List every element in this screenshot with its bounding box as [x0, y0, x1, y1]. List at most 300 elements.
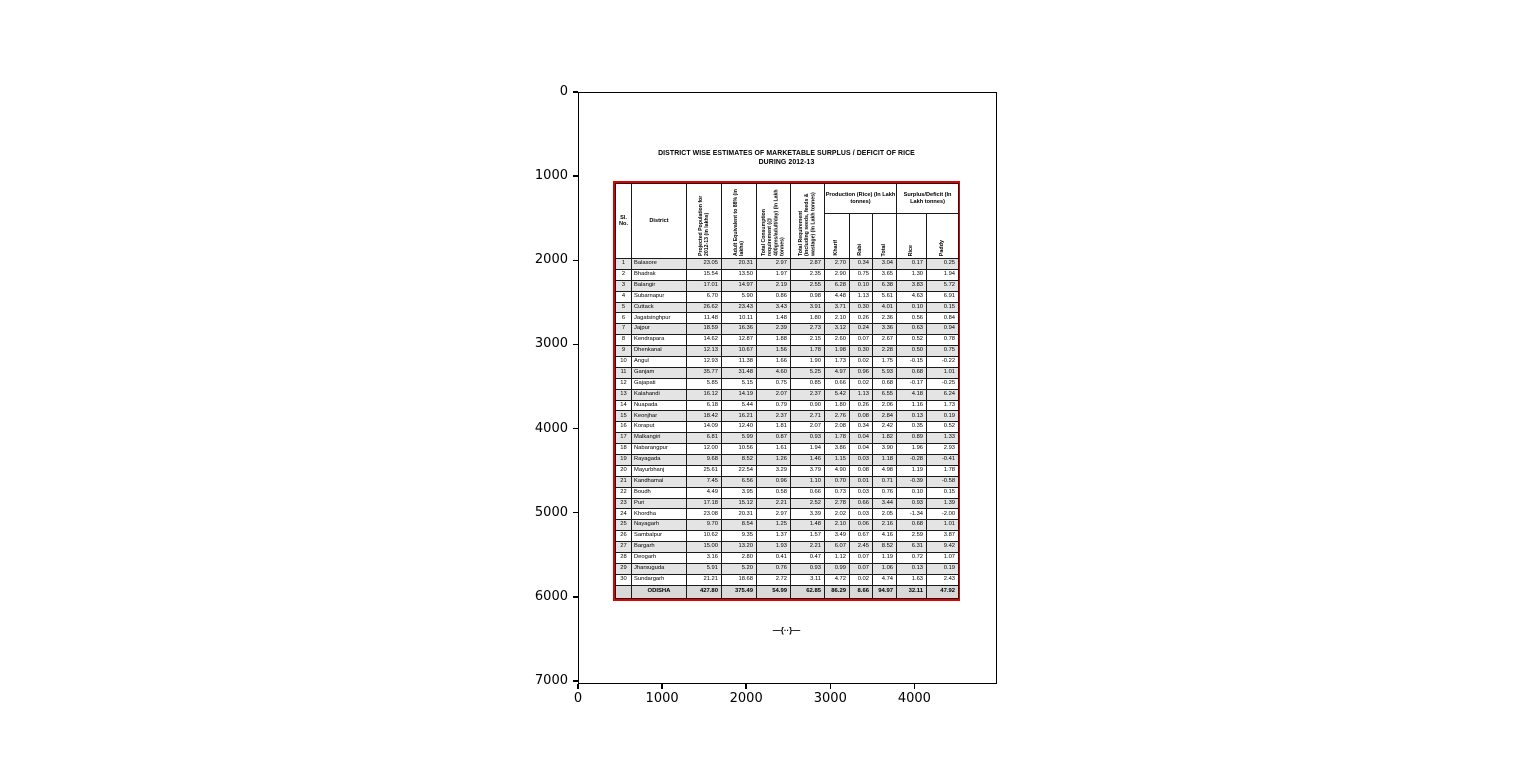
- cell-population: 5.85: [687, 378, 722, 389]
- cell-rabi: 0.07: [850, 335, 873, 346]
- col-header-projected-population-label: Projected Population for 2012-13 (in lakhs): [697, 195, 710, 256]
- cell-rabi: 0.34: [850, 422, 873, 433]
- cell-requirement: 0.93: [791, 433, 825, 444]
- cell-rabi: 0.04: [850, 444, 873, 455]
- cell-requirement: 2.37: [791, 389, 825, 400]
- cell-rabi: 0.01: [850, 476, 873, 487]
- cell-total-production: 4.98: [873, 465, 897, 476]
- cell-rabi: 0.04: [850, 433, 873, 444]
- cell-rabi: 0.02: [850, 574, 873, 585]
- cell-consumption: 0.75: [757, 378, 791, 389]
- cell-paddy-surplus: 1.73: [927, 400, 959, 411]
- cell-sl-no: 10: [616, 357, 632, 368]
- cell-rice-surplus: 0.13: [897, 563, 927, 574]
- cell-requirement: 2.35: [791, 269, 825, 280]
- cell-requirement: 1.94: [791, 444, 825, 455]
- cell-district: Deogarh: [632, 553, 687, 564]
- cell-district: Boudh: [632, 487, 687, 498]
- cell-population: 9.70: [687, 520, 722, 531]
- cell-sl-no: 30: [616, 574, 632, 585]
- cell-consumption: 1.26: [757, 455, 791, 466]
- cell-total-production: 2.67: [873, 335, 897, 346]
- x-tick-mark: [745, 684, 747, 689]
- cell-district: Mayurbhanj: [632, 465, 687, 476]
- cell-rice-surplus: 1.19: [897, 465, 927, 476]
- cell-rabi: 0.06: [850, 520, 873, 531]
- cell-total-production: 4.74: [873, 574, 897, 585]
- cell-consumption: 1.81: [757, 422, 791, 433]
- cell-kharif: 2.70: [825, 259, 850, 270]
- y-tick-mark: [573, 175, 578, 177]
- col-header-rice-label: Rice: [907, 244, 914, 256]
- cell-total-production: 0.71: [873, 476, 897, 487]
- cell-district: Malkangiri: [632, 433, 687, 444]
- scanned-table: [613, 181, 960, 601]
- x-tick-label: 2000: [729, 691, 763, 706]
- cell-sl-no: 16: [616, 422, 632, 433]
- cell-rabi: 0.34: [850, 259, 873, 270]
- cell-district: Kendrapara: [632, 335, 687, 346]
- cell-population: 25.61: [687, 465, 722, 476]
- cell-district: Jharsuguda: [632, 563, 687, 574]
- cell-district: Jagatsinghpur: [632, 313, 687, 324]
- cell-rabi: 0.02: [850, 357, 873, 368]
- cell-requirement: 2.87: [791, 259, 825, 270]
- y-tick-mark: [573, 260, 578, 262]
- cell-rabi: 0.26: [850, 400, 873, 411]
- cell-paddy-surplus: -0.25: [927, 378, 959, 389]
- cell-rice-surplus: 0.13: [897, 411, 927, 422]
- col-header-rabi-label: Rabi: [857, 244, 864, 256]
- cell-paddy-surplus: -0.58: [927, 476, 959, 487]
- cell-rabi: 0.08: [850, 465, 873, 476]
- cell-population: 23.05: [687, 259, 722, 270]
- cell-paddy-surplus: 0.94: [927, 324, 959, 335]
- cell-total-production: 1.82: [873, 433, 897, 444]
- cell-total-production: 6.38: [873, 280, 897, 291]
- cell-district: Sundargarh: [632, 574, 687, 585]
- cell-population: 14.09: [687, 422, 722, 433]
- table-row: [616, 324, 959, 335]
- cell-requirement: 1.78: [791, 346, 825, 357]
- cell-adult-equivalent: 5.15: [722, 378, 757, 389]
- cell-consumption: 0.79: [757, 400, 791, 411]
- surplus-deficit-table: [615, 183, 959, 599]
- cell-kharif: 4.72: [825, 574, 850, 585]
- cell-total-production: 2.84: [873, 411, 897, 422]
- cell-population-total: 427.80: [687, 585, 722, 598]
- cell-adult-equivalent: 22.54: [722, 465, 757, 476]
- cell-rabi: 0.96: [850, 367, 873, 378]
- cell-requirement: 3.11: [791, 574, 825, 585]
- cell-kharif: 4.48: [825, 291, 850, 302]
- cell-paddy-surplus: 1.78: [927, 465, 959, 476]
- cell-sl-no: 23: [616, 498, 632, 509]
- cell-total-production: 3.36: [873, 324, 897, 335]
- y-tick-label: 2000: [534, 252, 568, 268]
- cell-sl-no: 27: [616, 542, 632, 553]
- cell-sl-no: 13: [616, 389, 632, 400]
- cell-rice-surplus: 4.18: [897, 389, 927, 400]
- cell-district: Balasore: [632, 259, 687, 270]
- cell-paddy-surplus: 2.43: [927, 574, 959, 585]
- cell-paddy-surplus: 1.94: [927, 269, 959, 280]
- cell-district: Jajpur: [632, 324, 687, 335]
- cell-population: 11.48: [687, 313, 722, 324]
- cell-total-production: 4.16: [873, 531, 897, 542]
- cell-rice-surplus: 0.63: [897, 324, 927, 335]
- cell-rabi: 0.26: [850, 313, 873, 324]
- cell-population: 5.91: [687, 563, 722, 574]
- cell-rabi: 2.45: [850, 542, 873, 553]
- cell-rabi: 0.24: [850, 324, 873, 335]
- table-row: [616, 498, 959, 509]
- cell-adult-equivalent: 5.90: [722, 291, 757, 302]
- cell-rice-surplus: 0.17: [897, 259, 927, 270]
- cell-adult-equivalent: 5.99: [722, 433, 757, 444]
- table-row: [616, 313, 959, 324]
- cell-kharif: 2.10: [825, 313, 850, 324]
- cell-population: 15.00: [687, 542, 722, 553]
- cell-adult-equivalent: 11.38: [722, 357, 757, 368]
- cell-requirement-total: 62.85: [791, 585, 825, 598]
- cell-rice-surplus: 0.10: [897, 302, 927, 313]
- cell-rabi: 0.67: [850, 531, 873, 542]
- cell-sl-no: 21: [616, 476, 632, 487]
- cell-rice-surplus: -1.34: [897, 509, 927, 520]
- table-row: [616, 563, 959, 574]
- cell-rabi: 0.07: [850, 553, 873, 564]
- cell-district: Kalahandi: [632, 389, 687, 400]
- cell-sl-no: 17: [616, 433, 632, 444]
- cell-paddy-surplus: 9.42: [927, 542, 959, 553]
- y-tick-label: 7000: [534, 673, 568, 688]
- cell-district: Kandhamal: [632, 476, 687, 487]
- cell-population: 12.13: [687, 346, 722, 357]
- cell-sl-no: 6: [616, 313, 632, 324]
- y-tick-label: 0: [559, 84, 568, 99]
- cell-kharif: 0.70: [825, 476, 850, 487]
- x-tick-mark: [830, 684, 832, 689]
- cell-population: 17.18: [687, 498, 722, 509]
- cell-sl-no: 4: [616, 291, 632, 302]
- cell-adult-equivalent: 10.67: [722, 346, 757, 357]
- col-header-sl-no: Sl. No.: [616, 184, 632, 259]
- cell-kharif: 0.66: [825, 378, 850, 389]
- cell-kharif: 4.90: [825, 465, 850, 476]
- cell-sl-no: 9: [616, 346, 632, 357]
- cell-kharif: 1.80: [825, 400, 850, 411]
- y-tick-mark: [573, 512, 578, 514]
- cell-rice-surplus: 0.89: [897, 433, 927, 444]
- col-header-paddy: [927, 214, 959, 259]
- cell-sl-no: 24: [616, 509, 632, 520]
- cell-rice-surplus: 0.72: [897, 553, 927, 564]
- col-header-total-consumption: [757, 184, 791, 259]
- col-header-kharif: [825, 214, 850, 259]
- cell-requirement: 2.55: [791, 280, 825, 291]
- cell-population: 26.62: [687, 302, 722, 313]
- col-header-total-requirement-label: Total Requirement (including seeds, feeds & wastage) (In Lakh tonnes): [798, 192, 817, 256]
- cell-rabi: 0.66: [850, 498, 873, 509]
- cell-kharif: 2.10: [825, 520, 850, 531]
- cell-paddy-surplus: 0.19: [927, 411, 959, 422]
- col-header-adult-equivalent-label: Adult Equivalent to 88% (in lakhs): [732, 189, 745, 256]
- cell-rice-surplus: -0.39: [897, 476, 927, 487]
- cell-population: 12.00: [687, 444, 722, 455]
- cell-population: 17.01: [687, 280, 722, 291]
- cell-population: 6.70: [687, 291, 722, 302]
- cell-paddy-surplus: 0.78: [927, 335, 959, 346]
- cell-sl-no: 14: [616, 400, 632, 411]
- cell-district: Nayagarh: [632, 520, 687, 531]
- col-header-projected-population: [687, 184, 722, 259]
- cell-rice-surplus: -0.17: [897, 378, 927, 389]
- cell-sl-no: [616, 585, 632, 598]
- cell-sl-no: 22: [616, 487, 632, 498]
- cell-sl-no: 11: [616, 367, 632, 378]
- col-header-kharif-label: Kharif: [833, 240, 840, 256]
- table-row: [616, 444, 959, 455]
- cell-consumption: 3.29: [757, 465, 791, 476]
- col-header-total-consumption-label: Total Consumption requirement (@ 400gms/adult/day) (In Lakh tonnes): [761, 189, 786, 256]
- cell-consumption: 2.19: [757, 280, 791, 291]
- cell-rabi: 0.03: [850, 509, 873, 520]
- cell-kharif: 0.73: [825, 487, 850, 498]
- cell-sl-no: 15: [616, 411, 632, 422]
- cell-rabi: 0.03: [850, 487, 873, 498]
- cell-sl-no: 26: [616, 531, 632, 542]
- cell-total-production: 3.65: [873, 269, 897, 280]
- cell-sl-no: 18: [616, 444, 632, 455]
- table-row: [616, 574, 959, 585]
- cell-rabi-total: 8.66: [850, 585, 873, 598]
- y-tick-mark: [573, 428, 578, 430]
- cell-consumption: 1.93: [757, 542, 791, 553]
- cell-requirement: 5.25: [791, 367, 825, 378]
- cell-population: 18.42: [687, 411, 722, 422]
- table-row: [616, 553, 959, 564]
- cell-kharif: 5.42: [825, 389, 850, 400]
- cell-kharif: 2.08: [825, 422, 850, 433]
- cell-rice-surplus: 0.35: [897, 422, 927, 433]
- cell-adult-equivalent: 12.87: [722, 335, 757, 346]
- cell-total-production: 1.19: [873, 553, 897, 564]
- cell-requirement: 0.85: [791, 378, 825, 389]
- cell-total-production: 4.01: [873, 302, 897, 313]
- table-row: [616, 476, 959, 487]
- cell-paddy-surplus: 0.84: [927, 313, 959, 324]
- cell-population: 35.77: [687, 367, 722, 378]
- cell-kharif: 2.76: [825, 411, 850, 422]
- cell-district: Ganjam: [632, 367, 687, 378]
- table-title-line1: DISTRICT WISE ESTIMATES OF MARKETABLE SURPLUS / DEFICIT OF RICE: [658, 150, 915, 157]
- cell-rice-surplus: 0.56: [897, 313, 927, 324]
- cell-adult-equivalent: 12.40: [722, 422, 757, 433]
- cell-kharif: 1.15: [825, 455, 850, 466]
- cell-rice-surplus: 1.63: [897, 574, 927, 585]
- col-header-rabi: [850, 214, 873, 259]
- cell-adult-equivalent: 3.95: [722, 487, 757, 498]
- cell-consumption: 1.88: [757, 335, 791, 346]
- cell-kharif: 1.73: [825, 357, 850, 368]
- col-header-district: District: [632, 184, 687, 259]
- col-group-surplus-deficit: Surplus/Deficit (In Lakh tonnes): [897, 184, 959, 214]
- cell-district: Balangir: [632, 280, 687, 291]
- cell-paddy-surplus: 0.15: [927, 302, 959, 313]
- cell-population: 16.12: [687, 389, 722, 400]
- cell-population: 14.62: [687, 335, 722, 346]
- table-row: [616, 487, 959, 498]
- cell-population: 10.62: [687, 531, 722, 542]
- cell-adult-equivalent: 20.31: [722, 509, 757, 520]
- cell-kharif: 1.98: [825, 346, 850, 357]
- cell-district: Nuapada: [632, 400, 687, 411]
- cell-paddy-surplus: 2.93: [927, 444, 959, 455]
- cell-consumption: 1.25: [757, 520, 791, 531]
- cell-paddy-surplus: -0.22: [927, 357, 959, 368]
- cell-requirement: 1.90: [791, 357, 825, 368]
- cell-consumption: 1.97: [757, 269, 791, 280]
- cell-total-production: 0.76: [873, 487, 897, 498]
- cell-sl-no: 8: [616, 335, 632, 346]
- x-tick-label: 1000: [645, 691, 679, 706]
- y-tick-label: 6000: [534, 588, 568, 604]
- cell-district: Sambalpur: [632, 531, 687, 542]
- cell-adult-equivalent: 15.12: [722, 498, 757, 509]
- cell-rice-surplus: 1.16: [897, 400, 927, 411]
- table-row: [616, 367, 959, 378]
- cell-rice-surplus: -0.15: [897, 357, 927, 368]
- cell-population: 12.93: [687, 357, 722, 368]
- cell-district: Dhenkanal: [632, 346, 687, 357]
- cell-total-production: 2.42: [873, 422, 897, 433]
- cell-paddy-surplus: 0.52: [927, 422, 959, 433]
- cell-requirement: 1.46: [791, 455, 825, 466]
- cell-paddy-surplus: 3.87: [927, 531, 959, 542]
- col-header-total: [873, 214, 897, 259]
- cell-requirement: 1.80: [791, 313, 825, 324]
- cell-district: Bhadrak: [632, 269, 687, 280]
- cell-rice-surplus: 1.30: [897, 269, 927, 280]
- cell-sl-no: 3: [616, 280, 632, 291]
- table-row: [616, 346, 959, 357]
- cell-consumption: 1.48: [757, 313, 791, 324]
- cell-adult-equivalent: 14.19: [722, 389, 757, 400]
- table-row: [616, 280, 959, 291]
- cell-sl-no: 20: [616, 465, 632, 476]
- cell-paddy-surplus: 1.07: [927, 553, 959, 564]
- cell-kharif: 2.60: [825, 335, 850, 346]
- col-header-total-requirement: [791, 184, 825, 259]
- cell-district: Keonjhar: [632, 411, 687, 422]
- cell-rice-surplus: 2.59: [897, 531, 927, 542]
- cell-total-production: 5.61: [873, 291, 897, 302]
- col-header-total-label: Total: [880, 243, 887, 256]
- cell-adult-equivalent: 9.35: [722, 531, 757, 542]
- cell-total-production-total: 94.97: [873, 585, 897, 598]
- cell-total-production: 3.04: [873, 259, 897, 270]
- cell-paddy-surplus: 1.39: [927, 498, 959, 509]
- cell-district: Subarnapur: [632, 291, 687, 302]
- table-body: [616, 259, 959, 586]
- cell-requirement: 2.52: [791, 498, 825, 509]
- cell-adult-equivalent: 8.52: [722, 455, 757, 466]
- cell-requirement: 0.90: [791, 400, 825, 411]
- cell-district: Gajapati: [632, 378, 687, 389]
- cell-paddy-surplus: 1.33: [927, 433, 959, 444]
- y-tick-label: 4000: [534, 420, 568, 436]
- cell-sl-no: 12: [616, 378, 632, 389]
- table-row: [616, 465, 959, 476]
- col-header-paddy-label: Paddy: [938, 239, 945, 256]
- cell-consumption: 3.43: [757, 302, 791, 313]
- cell-district: Bargarh: [632, 542, 687, 553]
- cell-population: 21.21: [687, 574, 722, 585]
- cell-requirement: 2.21: [791, 542, 825, 553]
- cell-kharif: 0.99: [825, 563, 850, 574]
- cell-paddy-surplus: 1.01: [927, 520, 959, 531]
- cell-consumption-total: 54.99: [757, 585, 791, 598]
- cell-total-production: 6.55: [873, 389, 897, 400]
- cell-total-production: 1.18: [873, 455, 897, 466]
- cell-rice-surplus: 0.93: [897, 498, 927, 509]
- cell-total-production: 2.06: [873, 400, 897, 411]
- cell-consumption: 2.37: [757, 411, 791, 422]
- table-row: [616, 335, 959, 346]
- x-tick-label: 3000: [813, 691, 847, 706]
- cell-rice-surplus: 0.68: [897, 367, 927, 378]
- x-tick-label: 4000: [897, 691, 931, 706]
- cell-sl-no: 28: [616, 553, 632, 564]
- x-tick-label: 0: [573, 691, 583, 706]
- cell-rice-surplus: 3.83: [897, 280, 927, 291]
- cell-rice-surplus: 0.52: [897, 335, 927, 346]
- cell-requirement: 1.10: [791, 476, 825, 487]
- y-tick-mark: [573, 596, 578, 598]
- cell-sl-no: 19: [616, 455, 632, 466]
- cell-adult-equivalent: 14.97: [722, 280, 757, 291]
- cell-consumption: 2.97: [757, 509, 791, 520]
- cell-paddy-surplus: 1.01: [927, 367, 959, 378]
- cell-total-production: 5.93: [873, 367, 897, 378]
- cell-paddy-surplus: -2.00: [927, 509, 959, 520]
- table-row: [616, 433, 959, 444]
- table-row: [616, 259, 959, 270]
- cell-requirement: 3.39: [791, 509, 825, 520]
- cell-adult-equivalent: 2.80: [722, 553, 757, 564]
- cell-kharif: 1.78: [825, 433, 850, 444]
- cell-rabi: 0.75: [850, 269, 873, 280]
- col-header-rice: [897, 214, 927, 259]
- cell-adult-equivalent: 10.56: [722, 444, 757, 455]
- cell-consumption: 0.58: [757, 487, 791, 498]
- cell-paddy-surplus: 0.75: [927, 346, 959, 357]
- cell-paddy-surplus: 6.24: [927, 389, 959, 400]
- cell-consumption: 1.66: [757, 357, 791, 368]
- cell-consumption: 0.76: [757, 563, 791, 574]
- cell-rabi: 1.13: [850, 389, 873, 400]
- cell-adult-equivalent: 8.54: [722, 520, 757, 531]
- cell-requirement: 1.48: [791, 520, 825, 531]
- cell-total-production: 2.36: [873, 313, 897, 324]
- table-row: [616, 269, 959, 280]
- table-row: [616, 509, 959, 520]
- cell-adult-equivalent: 16.21: [722, 411, 757, 422]
- cell-rabi: 0.07: [850, 563, 873, 574]
- cell-requirement: 2.07: [791, 422, 825, 433]
- cell-kharif: 1.12: [825, 553, 850, 564]
